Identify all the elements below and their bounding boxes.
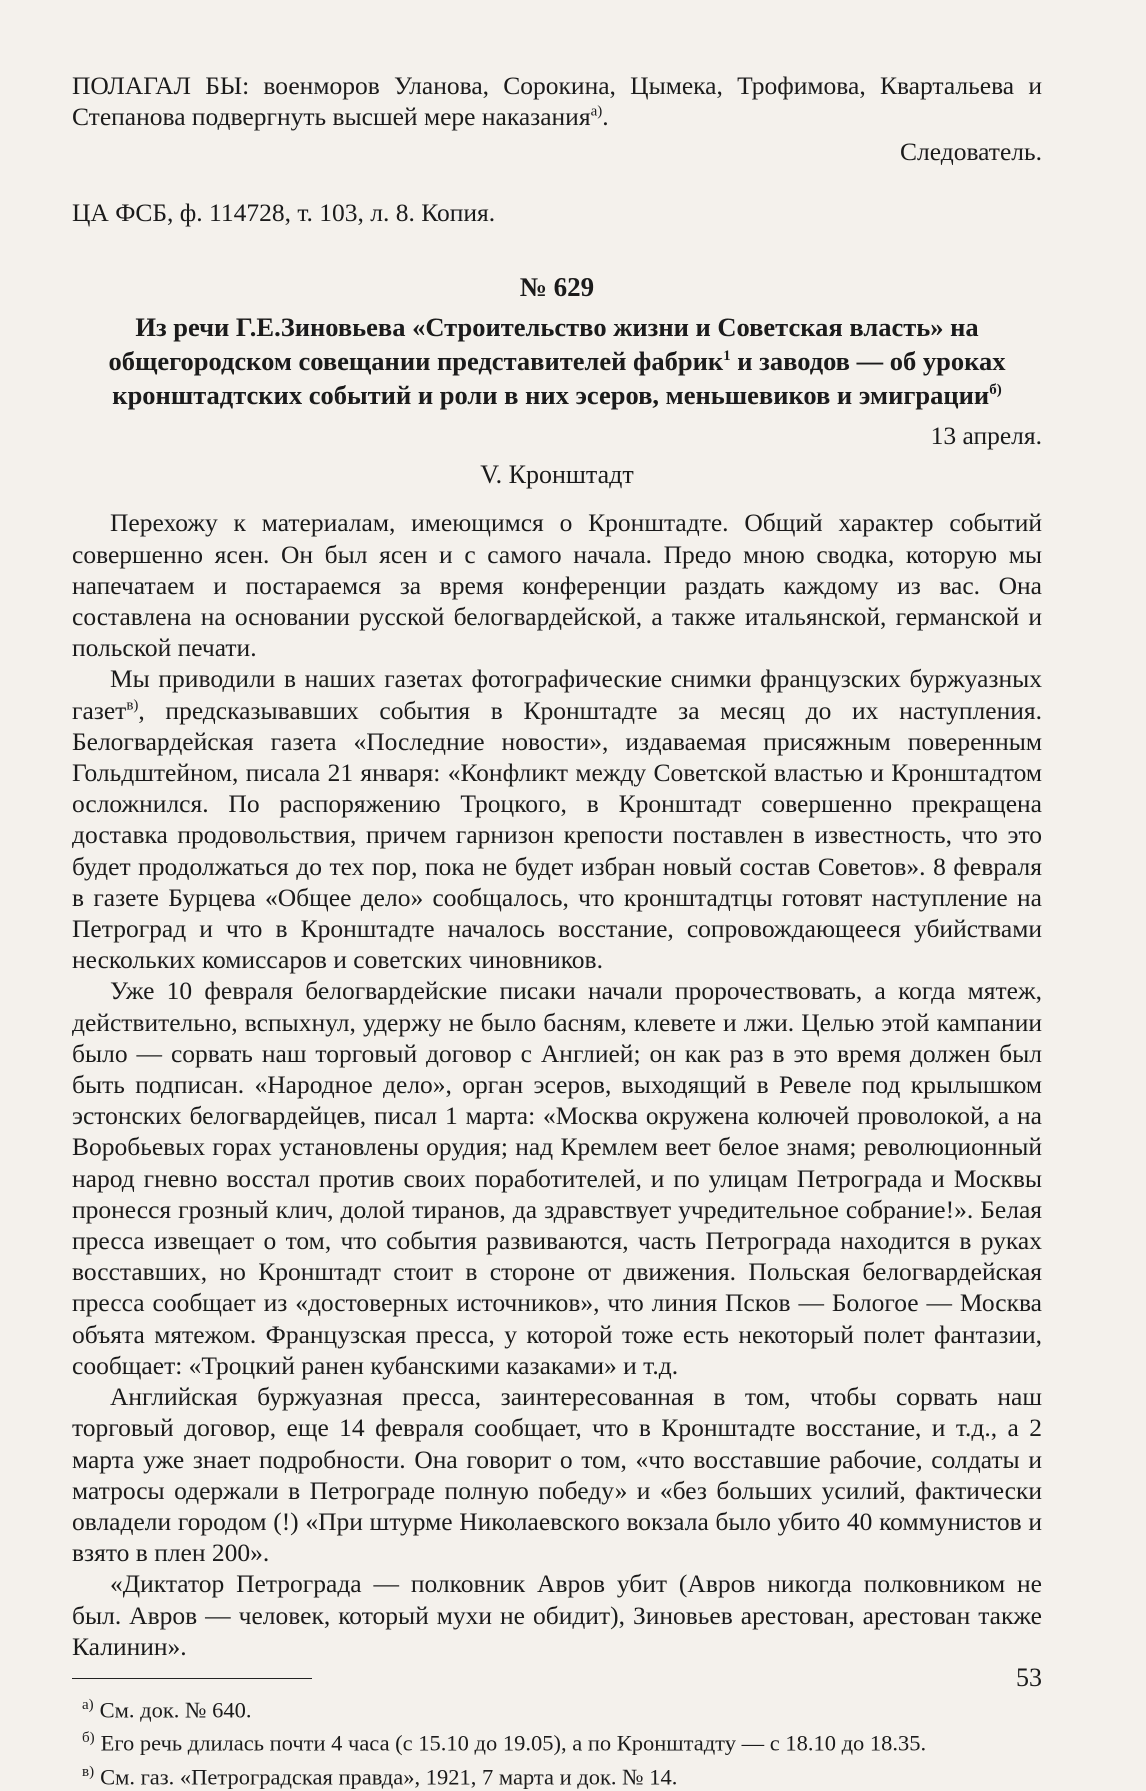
footnote-mark: а) xyxy=(82,1696,94,1713)
paragraph-5: «Диктатор Петрограда — полковник Авров убит (Авров никогда полковником не был. Авров — человек, который мухи не обидит), Зиновьев арестован, арестован также Калинин». xyxy=(72,1569,1042,1661)
document-title xyxy=(72,310,1042,412)
title-part-2: и заводов — об уроках кронштадтских событий и роли в них эсеров, меньшевиков и эмиграции xyxy=(112,346,1006,411)
polagal-text: ПОЛАГАЛ БЫ: военморов Уланова, Сорокина, Цымека, Трофимова, Квартальева и Степанова подвергнуть высшей мере наказания xyxy=(72,71,1042,132)
footnote-text: См. док. № 640. xyxy=(99,1697,252,1723)
paragraph-3: Уже 10 февраля белогвардейские писаки начали пророчествовать, а когда мятеж, действительно, вспыхнул, удержу не было басням, клевете и лжи. Целью этой кампании было — сорвать наш торговый договор с Англией; он как раз в это время должен был быть подписан. «Народное дело», орган эсеров, выходящий в Ревеле под крылышком эстонских белогвардейцев, писал 1 марта: «Москва окружена колючей проволокой, а на Воробьевых горах установлены орудия; над Кремлем веет белое знамя; революционный народ гневно восстал против своих поработителей, и по улицам Петрограда и Москвы пронесся грозный клич, долой тиранов, да здравствует учредительное собрание!». Белая пресса извещает о том, что события развиваются, часть Петрограда находится в руках восставших, но Кронштадт стоит в стороне от движения. Польская белогвардейская пресса сообщает из «достоверных источников», что линия Псков — Бологое — Москва объята мятежом. Французская пресса, у которой тоже есть некоторый полет фантазии, сообщает: «Троцкий ранен кубанскими казаками» и т.д. xyxy=(72,976,1042,1380)
signature: Следователь. xyxy=(900,137,1042,167)
document-number: № 629 xyxy=(519,272,595,303)
footnote-ref-v: в) xyxy=(126,697,139,714)
paragraph-1: Перехожу к материалам, имеющимся о Кронштадте. Общий характер событий совершенно ясен. Он был ясен и с самого начала. Предо мною сводка, которую мы напечатаем и постараемся за время конференции раздать каждому из вас. Она составлена на основании русской белогвардейской, а также итальянской, германской и польской печати. xyxy=(72,508,1042,663)
footnote-ref-1: 1 xyxy=(723,348,731,365)
paragraph-2-end: , предсказывавших события в Кронштадте за месяц до их наступления. Белогвардейская газета «Последние новости», издаваемая присяжным поверенным Гольдштейном, писала 21 января: «Конфликт между Советской властью и Кронштадтом осложнился. По распоряжению Троцкого, в Кронштадт совершенно прекращена доставка продовольствия, причем гарнизон крепости поставлен в известность, что это будет продолжаться до тех пор, пока не будет избран новый состав Советов». 8 февраля в газете Бурцева «Общее дело» сообщалось, что кронштадтцы готовят наступление на Петроград и что в Кронштадте началось восстание, сопровождающееся убийствами нескольких комиссаров и советских чиновников. xyxy=(72,695,1042,975)
footnotes xyxy=(72,1691,1042,1791)
footnote-ref-b: б) xyxy=(989,382,1002,399)
title-part-1: Из речи Г.Е.Зиновьева «Строительство жизни и Советская власть» на общегородском совещании представителей фабрик xyxy=(108,312,979,377)
footnote-mark: в) xyxy=(82,1763,95,1780)
footnote-b xyxy=(72,1724,1042,1758)
footnote-text: Его речь длилась почти 4 часа (с 15.10 до 19.05), а по Кронштадту — с 18.10 до 18.35. xyxy=(100,1730,927,1756)
footnote-divider xyxy=(72,1678,312,1679)
footnote-ref-a: а) xyxy=(590,103,603,120)
page-number: 53 xyxy=(1016,1663,1042,1692)
footnote-a xyxy=(72,1691,1042,1725)
footnote-mark: б) xyxy=(82,1730,95,1747)
section-heading: V. Кронштадт xyxy=(480,460,634,490)
paragraph-4: Английская буржуазная пресса, заинтересованная в том, чтобы сорвать наш торговый договор, еще 14 февраля сообщает, что в Кронштадте восстание, и т.д., а 2 марта уже знает подробности. Она говорит о том, «что восставшие рабочие, солдаты и матросы одержали в Петрограде полную победу» и «без больших усилий, фактически овладели городом (!) «При штурме Николаевского вокзала было убито 40 коммунистов и взято в плен 200». xyxy=(72,1382,1042,1568)
footnote-v xyxy=(72,1758,1042,1791)
polagal-paragraph: ПОЛАГАЛ БЫ: военморов Уланова, Сорокина, Цымека, Трофимова, Квартальева и Степанова подвергнуть высшей мере наказания$^{а)}$. xyxy=(72,71,1042,132)
footnote-text: См. газ. «Петроградская правда», 1921, 7 марта и док. № 14. xyxy=(100,1764,678,1790)
paragraph-2-start: Мы приводили в наших газетах фотографические снимки французских буржуазных газет xyxy=(72,664,1042,725)
paragraph-2 xyxy=(72,663,1042,975)
document-page xyxy=(72,70,1042,1791)
document-date: 13 апреля. xyxy=(930,421,1042,451)
archive-source: ЦА ФСБ, ф. 114728, т. 103, л. 8. Копия. xyxy=(72,198,496,228)
